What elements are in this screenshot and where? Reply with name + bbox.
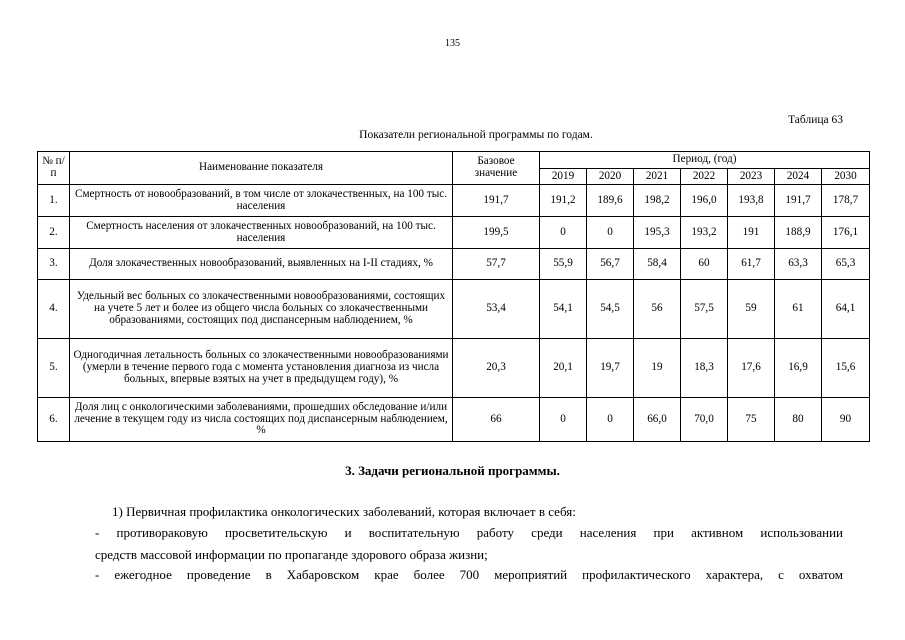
row-value: 61	[775, 280, 822, 339]
row-base: 199,5	[453, 217, 540, 249]
paragraph-item-education-cont: средств массовой информации по пропаганде здорового образа жизни;	[95, 547, 488, 562]
row-value: 188,9	[775, 217, 822, 249]
header-name: Наименование показателя	[70, 152, 453, 185]
paragraph-item-education: - противораковую просветительскую и воспитательную работу среди населения при активном использовании	[95, 525, 843, 540]
header-year: 2030	[822, 169, 870, 185]
row-value: 55,9	[540, 249, 587, 280]
row-value: 70,0	[681, 398, 728, 442]
header-year: 2023	[728, 169, 775, 185]
row-name: Удельный вес больных со злокачественными новообразованиями, состоящих на учете 5 лет и более из общего числа больных со злокачественными образованиями, состоящих под диспансерным наблюдением, %	[70, 280, 453, 339]
table-row	[38, 339, 870, 398]
row-value: 75	[728, 398, 775, 442]
row-value: 0	[540, 217, 587, 249]
row-value: 64,1	[822, 280, 870, 339]
row-name: Доля лиц с онкологическими заболеваниями, прошедших обследование и/или лечение в текущем году из числа состоящих под диспансерным наблюдением, %	[70, 398, 453, 442]
row-value: 63,3	[775, 249, 822, 280]
row-base: 66	[453, 398, 540, 442]
header-year: 2020	[587, 169, 634, 185]
row-num: 6.	[38, 398, 70, 442]
row-value: 16,9	[775, 339, 822, 398]
header-num: № п/п	[38, 152, 70, 185]
row-base: 53,4	[453, 280, 540, 339]
row-num: 4.	[38, 280, 70, 339]
row-value: 59	[728, 280, 775, 339]
row-value: 80	[775, 398, 822, 442]
table-row	[38, 280, 870, 339]
row-value: 0	[587, 398, 634, 442]
row-value: 54,5	[587, 280, 634, 339]
row-value: 54,1	[540, 280, 587, 339]
row-value: 19	[634, 339, 681, 398]
header-period: Период, (год)	[540, 152, 870, 169]
header-year: 2019	[540, 169, 587, 185]
row-num: 2.	[38, 217, 70, 249]
row-value: 66,0	[634, 398, 681, 442]
row-value: 20,1	[540, 339, 587, 398]
row-value: 61,7	[728, 249, 775, 280]
indicators-table	[37, 151, 870, 442]
page-number: 135	[445, 38, 460, 49]
row-name: Доля злокачественных новообразований, выявленных на I-II стадиях, %	[70, 249, 453, 280]
row-name: Смертность населения от злокачественных новообразований, на 100 тыс. населения	[70, 217, 453, 249]
row-base: 191,7	[453, 185, 540, 217]
row-value: 18,3	[681, 339, 728, 398]
row-value: 191	[728, 217, 775, 249]
row-value: 0	[540, 398, 587, 442]
paragraph-primary-prevention: 1) Первичная профилактика онкологических заболеваний, которая включает в себя:	[112, 504, 576, 519]
header-base: Базовое значение	[453, 152, 540, 185]
row-value: 56	[634, 280, 681, 339]
table-row	[38, 217, 870, 249]
row-value: 15,6	[822, 339, 870, 398]
row-value: 191,2	[540, 185, 587, 217]
table-row	[38, 398, 870, 442]
row-value: 65,3	[822, 249, 870, 280]
row-num: 1.	[38, 185, 70, 217]
row-value: 178,7	[822, 185, 870, 217]
row-value: 193,8	[728, 185, 775, 217]
table-row	[38, 185, 870, 217]
header-year: 2021	[634, 169, 681, 185]
row-value: 189,6	[587, 185, 634, 217]
row-base: 57,7	[453, 249, 540, 280]
paragraph-item-events: - ежегодное проведение в Хабаровском крае более 700 мероприятий профилактического характера, с охватом	[95, 567, 843, 582]
section-title: 3. Задачи региональной программы.	[345, 463, 560, 478]
row-value: 198,2	[634, 185, 681, 217]
row-value: 191,7	[775, 185, 822, 217]
row-value: 58,4	[634, 249, 681, 280]
row-value: 196,0	[681, 185, 728, 217]
table-number: Таблица 63	[788, 114, 843, 126]
table-caption: Показатели региональной программы по годам.	[359, 129, 593, 141]
row-value: 193,2	[681, 217, 728, 249]
row-value: 176,1	[822, 217, 870, 249]
row-value: 0	[587, 217, 634, 249]
row-name: Одногодичная летальность больных со злокачественными новообразованиями (умерли в течение первого года с момента установления диагноза из числа больных, впервые взятых на учет в предыдущем году), %	[70, 339, 453, 398]
row-base: 20,3	[453, 339, 540, 398]
row-value: 57,5	[681, 280, 728, 339]
row-value: 56,7	[587, 249, 634, 280]
row-value: 90	[822, 398, 870, 442]
row-value: 19,7	[587, 339, 634, 398]
row-value: 60	[681, 249, 728, 280]
row-num: 3.	[38, 249, 70, 280]
row-value: 195,3	[634, 217, 681, 249]
row-num: 5.	[38, 339, 70, 398]
row-value: 17,6	[728, 339, 775, 398]
header-year: 2024	[775, 169, 822, 185]
table-row	[38, 249, 870, 280]
header-year: 2022	[681, 169, 728, 185]
row-name: Смертность от новообразований, в том числе от злокачественных, на 100 тыс. населения	[70, 185, 453, 217]
